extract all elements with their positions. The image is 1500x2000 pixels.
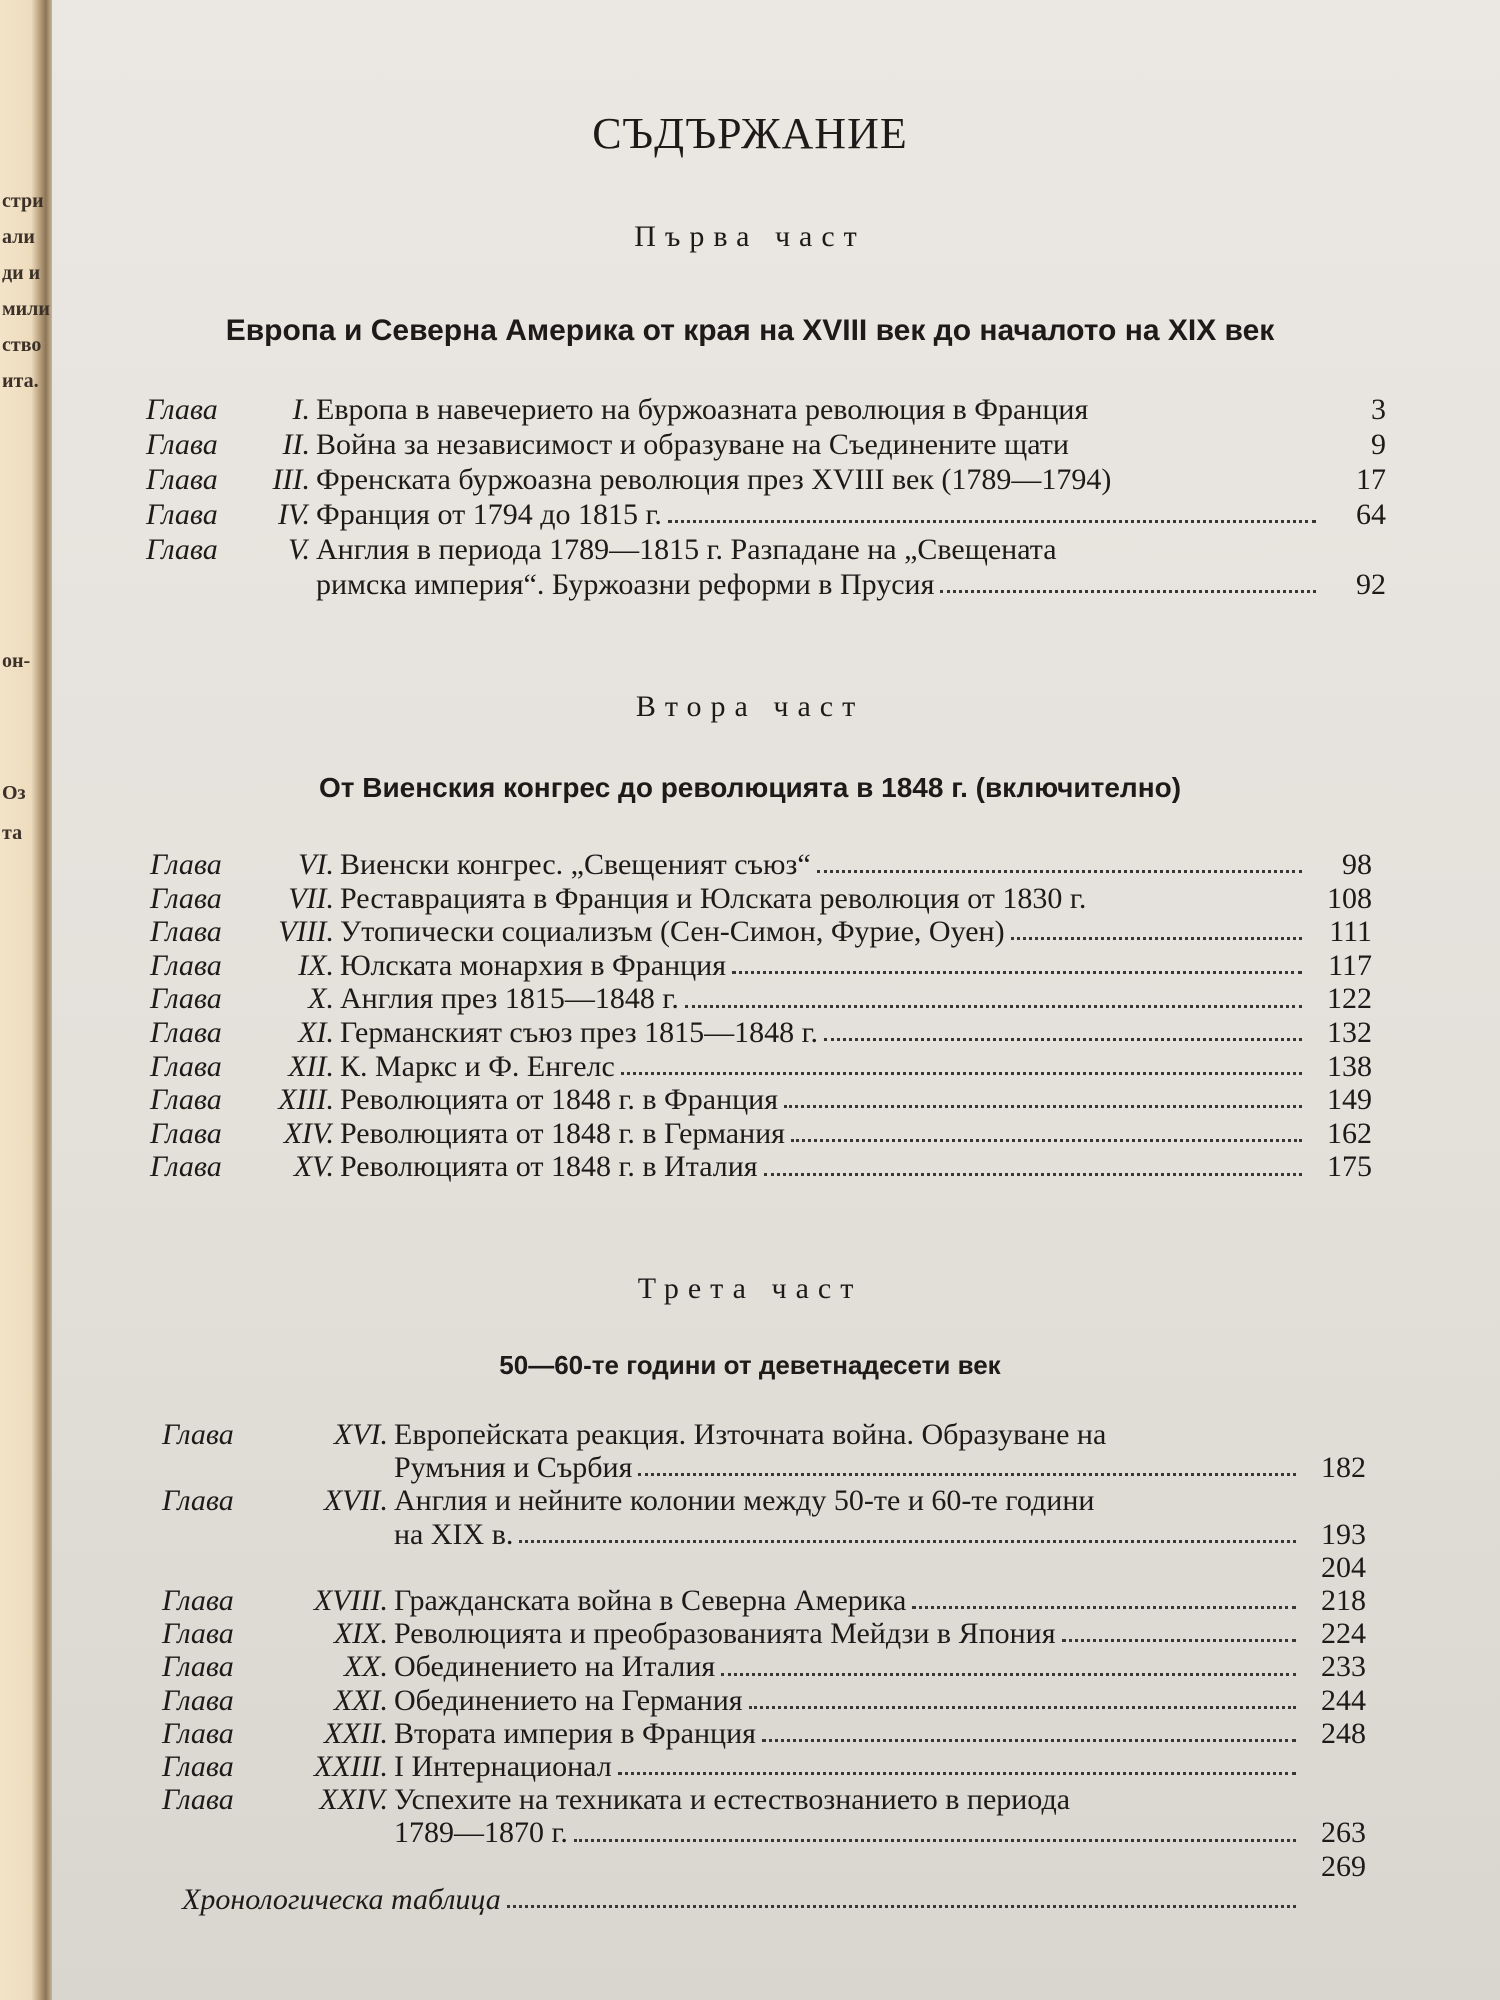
margin-fragment: ство bbox=[2, 334, 42, 356]
chapter-title-text: К. Маркс и Ф. Енгелс bbox=[340, 1049, 615, 1083]
page-number: 122 bbox=[1327, 982, 1372, 1016]
chapter-title bbox=[388, 1617, 1302, 1650]
chapter-title-line bbox=[394, 1484, 1302, 1517]
dot-leader bbox=[791, 1139, 1302, 1142]
toc-part-1 bbox=[146, 392, 1386, 602]
chapter-word: Глава bbox=[162, 1783, 234, 1817]
margin-fragment: ди и bbox=[2, 262, 41, 284]
dot-leader bbox=[824, 1038, 1302, 1041]
chapter-title-text: Успехите на техниката и естествознанието в периода bbox=[394, 1783, 1071, 1817]
toc-entry[interactable] bbox=[162, 1850, 1366, 1883]
chapter-label bbox=[150, 915, 334, 949]
chapter-word: Глава bbox=[150, 881, 222, 915]
chapter-word: Глава bbox=[150, 982, 222, 1016]
chapter-title-text: Революцията и преобразованията Мейдзи в Япония bbox=[394, 1617, 1056, 1651]
toc-entry[interactable] bbox=[162, 1584, 1366, 1617]
page-number: 98 bbox=[1342, 848, 1372, 881]
chapter-title bbox=[388, 1750, 1302, 1783]
chapter-word: Глава bbox=[150, 1049, 222, 1083]
margin-fragment: стри bbox=[2, 190, 44, 212]
chapter-title-line bbox=[316, 462, 1322, 497]
toc-entry[interactable] bbox=[150, 1150, 1372, 1184]
chapter-number: X. bbox=[308, 982, 334, 1016]
chapter-number: III. bbox=[272, 463, 310, 496]
margin-fragment: та bbox=[2, 822, 23, 844]
toc-entry[interactable] bbox=[146, 427, 1386, 462]
page-number: 111 bbox=[1329, 915, 1372, 949]
chapter-number: XVI. bbox=[333, 1418, 388, 1451]
chapter-word: Глава bbox=[150, 948, 222, 982]
dot-leader bbox=[749, 1706, 1296, 1709]
chapter-title-line bbox=[316, 427, 1322, 462]
chapter-label bbox=[146, 497, 310, 532]
dot-leader bbox=[668, 520, 1316, 523]
toc-entry-appendix[interactable] bbox=[162, 1883, 1366, 1916]
page-number: 3 bbox=[1371, 393, 1386, 426]
chapter-label bbox=[146, 392, 310, 427]
part-heading: Трета част bbox=[637, 1272, 863, 1305]
chapter-word: Глава bbox=[162, 1716, 234, 1750]
chapter-label bbox=[150, 949, 334, 983]
toc-entry[interactable] bbox=[146, 392, 1386, 427]
toc-entry[interactable] bbox=[162, 1484, 1366, 1550]
chapter-title-text: Реставрацията в Франция и Юлската революция от 1830 г. bbox=[340, 881, 1087, 915]
chapter-label bbox=[162, 1584, 388, 1617]
chapter-title-line bbox=[394, 1650, 1302, 1683]
chapter-label bbox=[150, 882, 334, 916]
chapter-title-text: Франция от 1794 до 1815 г. bbox=[316, 498, 662, 531]
chapter-number: VII. bbox=[288, 881, 334, 915]
chapter-number: XXII. bbox=[323, 1716, 388, 1750]
chapter-number: XXIII. bbox=[313, 1750, 388, 1784]
chapter-number: XV. bbox=[293, 1150, 334, 1184]
chapter-title-text: Революцията от 1848 г. в Германия bbox=[340, 1116, 785, 1150]
chapter-title bbox=[334, 848, 1308, 882]
chapter-title bbox=[310, 427, 1322, 462]
chapter-title-text: Англия през 1815—1848 г. bbox=[340, 982, 679, 1016]
chapter-word: Глава bbox=[146, 533, 218, 566]
chapter-title-line bbox=[394, 1783, 1302, 1816]
margin-fragment: Оз bbox=[2, 782, 26, 804]
chapter-title bbox=[388, 1717, 1302, 1750]
chapter-label bbox=[162, 1617, 388, 1650]
chapter-title bbox=[334, 1083, 1308, 1117]
chapter-number: XXI. bbox=[333, 1683, 388, 1717]
toc-entry[interactable] bbox=[162, 1418, 1366, 1484]
page-number: 263 bbox=[1321, 1816, 1366, 1850]
chapter-title-text: на XIX в. bbox=[394, 1517, 514, 1551]
toc-entry[interactable] bbox=[146, 532, 1386, 602]
chapter-title-text: римска империя“. Буржоазни реформи в Прусия bbox=[316, 568, 935, 601]
chapter-title bbox=[388, 1783, 1302, 1849]
part-subtitle: 50—60-те години от деветнадесети век bbox=[499, 1350, 1001, 1380]
page-number: 92 bbox=[1356, 568, 1386, 601]
chapter-title-line bbox=[394, 1584, 1302, 1617]
page-number: 248 bbox=[1321, 1716, 1366, 1750]
chapter-number: I. bbox=[292, 393, 310, 426]
toc-entry[interactable] bbox=[162, 1650, 1366, 1683]
toc-entry[interactable] bbox=[162, 1551, 1366, 1584]
chapter-title bbox=[310, 392, 1322, 427]
part-subtitle: Европа и Северна Америка от края на XVIII век до началото на XIX век bbox=[225, 314, 1275, 347]
page-number: 182 bbox=[1321, 1451, 1366, 1485]
toc-entry[interactable] bbox=[146, 462, 1386, 497]
chapter-word: Глава bbox=[162, 1584, 234, 1618]
page-number: 132 bbox=[1327, 1015, 1372, 1049]
chapter-title-line bbox=[340, 1117, 1308, 1151]
chapter-number: IX. bbox=[298, 948, 334, 982]
page-number: 108 bbox=[1327, 881, 1372, 915]
chapter-word: Глава bbox=[146, 463, 218, 496]
chapter-title bbox=[334, 1117, 1308, 1151]
chapter-number: XIV. bbox=[283, 1116, 334, 1150]
chapter-title bbox=[388, 1418, 1302, 1484]
chapter-word: Глава bbox=[150, 915, 222, 949]
chapter-title bbox=[334, 915, 1308, 949]
chapter-title bbox=[388, 1684, 1302, 1717]
chapter-word: Глава bbox=[146, 428, 218, 461]
chapter-title-text: Юлската монархия в Франция bbox=[340, 948, 727, 982]
chapter-title-line bbox=[340, 915, 1308, 949]
chapter-title-text: Англия и нейните колонии между 50-те и 60-те години bbox=[394, 1484, 1095, 1518]
chapter-title bbox=[334, 882, 1308, 916]
chapter-title-text: I Интернационал bbox=[394, 1750, 612, 1784]
toc-entry[interactable] bbox=[150, 982, 1372, 1016]
chapter-label bbox=[162, 1750, 388, 1783]
chapter-title bbox=[388, 1484, 1302, 1550]
chapter-label bbox=[146, 532, 310, 567]
chapter-title-line bbox=[316, 532, 1322, 567]
dot-leader bbox=[519, 1540, 1296, 1543]
chapter-title-text: Германският съюз през 1815—1848 г. bbox=[340, 1015, 819, 1049]
chapter-title-text: 1789—1870 г. bbox=[394, 1816, 568, 1850]
chapter-label bbox=[146, 427, 310, 462]
page-number: 117 bbox=[1328, 948, 1372, 982]
chapter-word: Глава bbox=[146, 498, 218, 531]
chapter-title-line bbox=[340, 848, 1308, 882]
chapter-title bbox=[334, 1150, 1308, 1184]
page-number: 218 bbox=[1321, 1584, 1366, 1618]
appendix-title: Хронологическа таблица bbox=[182, 1882, 501, 1916]
chapter-title-line bbox=[394, 1617, 1302, 1650]
chapter-label bbox=[162, 1418, 388, 1451]
chapter-number: XVII. bbox=[323, 1484, 388, 1518]
toc-entry[interactable] bbox=[150, 915, 1372, 949]
part-heading: Първа част bbox=[634, 220, 866, 253]
margin-fragment: он- bbox=[2, 650, 31, 672]
chapter-title-text: Обединението на Германия bbox=[394, 1683, 743, 1717]
chapter-title-text: Виенски конгрес. „Свещеният съюз“ bbox=[340, 848, 811, 881]
chapter-label bbox=[150, 1083, 334, 1117]
chapter-title bbox=[310, 532, 1322, 602]
chapter-number: VI. bbox=[298, 848, 334, 881]
chapter-title-text: Революцията от 1848 г. в Франция bbox=[340, 1083, 779, 1117]
page-number: 193 bbox=[1321, 1517, 1366, 1551]
chapter-title-line bbox=[394, 1518, 1302, 1551]
chapter-title-line bbox=[340, 1083, 1308, 1117]
page-number: 64 bbox=[1356, 498, 1386, 531]
chapter-label bbox=[150, 1050, 334, 1084]
chapter-title-text: Гражданската война в Северна Америка bbox=[394, 1584, 907, 1618]
page-number: 175 bbox=[1327, 1150, 1372, 1184]
chapter-title bbox=[334, 949, 1308, 983]
chapter-title-line bbox=[340, 882, 1308, 916]
chapter-title-line bbox=[316, 392, 1322, 427]
toc-entry[interactable] bbox=[146, 497, 1386, 532]
dot-leader bbox=[638, 1473, 1296, 1476]
chapter-label bbox=[162, 1484, 388, 1517]
page-number: 138 bbox=[1327, 1049, 1372, 1083]
chapter-title-line bbox=[340, 1150, 1308, 1184]
dot-leader bbox=[912, 1606, 1296, 1609]
dot-leader bbox=[685, 1005, 1302, 1008]
chapter-number: II. bbox=[282, 428, 310, 461]
dot-leader bbox=[1011, 937, 1302, 940]
toc-entry[interactable] bbox=[150, 882, 1372, 916]
dot-leader bbox=[721, 1673, 1296, 1676]
dot-leader bbox=[574, 1839, 1296, 1842]
chapter-title-text: Европейската реакция. Източната война. Образуване на bbox=[394, 1418, 1107, 1451]
page-number: 204 bbox=[1321, 1550, 1366, 1584]
chapter-title-text: Англия в периода 1789—1815 г. Разпадане на „Свещената bbox=[316, 533, 1057, 566]
chapter-title-line bbox=[394, 1451, 1302, 1484]
chapter-title-text: Европа в навечерието на буржоазната революция в Франция bbox=[316, 393, 1089, 426]
chapter-title-text: Война за независимост и образуване на Съединените щати bbox=[316, 428, 1069, 461]
previous-page-edge bbox=[0, 0, 52, 2000]
chapter-word: Глава bbox=[162, 1650, 234, 1684]
chapter-label bbox=[150, 848, 334, 882]
chapter-title bbox=[310, 497, 1322, 532]
dot-leader bbox=[507, 1905, 1296, 1908]
appendix-title-line bbox=[162, 1883, 1302, 1916]
chapter-title bbox=[334, 982, 1308, 1016]
chapter-label bbox=[150, 1117, 334, 1151]
chapter-number: V. bbox=[288, 533, 310, 566]
chapter-number: XI. bbox=[298, 1015, 334, 1049]
chapter-word: Глава bbox=[150, 1015, 222, 1049]
chapter-number: XVIII. bbox=[313, 1584, 388, 1618]
chapter-title bbox=[388, 1650, 1302, 1683]
dot-leader bbox=[1062, 1639, 1296, 1642]
chapter-title-text: Утопически социализъм (Сен-Симон, Фурие, Оуен) bbox=[340, 915, 1005, 949]
chapter-number: IV. bbox=[278, 498, 310, 531]
chapter-label bbox=[150, 982, 334, 1016]
chapter-label bbox=[150, 1016, 334, 1050]
page-number: 233 bbox=[1321, 1650, 1366, 1684]
toc-entry[interactable] bbox=[150, 1050, 1372, 1084]
chapter-title-text: Френската буржоазна революция през XVIII век (1789—1794) bbox=[316, 463, 1112, 496]
toc-entry[interactable] bbox=[162, 1750, 1366, 1783]
toc-entry[interactable] bbox=[162, 1617, 1366, 1650]
toc-entry[interactable] bbox=[162, 1717, 1366, 1750]
toc-entry[interactable] bbox=[150, 1016, 1372, 1050]
toc-part-3 bbox=[162, 1418, 1366, 1916]
chapter-number: XX. bbox=[343, 1650, 388, 1684]
chapter-word: Глава bbox=[162, 1418, 234, 1451]
chapter-label bbox=[162, 1684, 388, 1717]
chapter-label bbox=[146, 462, 310, 497]
chapter-title-line bbox=[394, 1750, 1302, 1783]
page-number: 244 bbox=[1321, 1683, 1366, 1717]
chapter-label bbox=[162, 1717, 388, 1750]
toc-entry[interactable] bbox=[150, 949, 1372, 983]
page-number: 162 bbox=[1327, 1116, 1372, 1150]
chapter-title-line bbox=[394, 1684, 1302, 1717]
chapter-title-line bbox=[340, 949, 1308, 983]
page-number: 9 bbox=[1371, 428, 1386, 461]
chapter-word: Глава bbox=[150, 848, 222, 881]
dot-leader bbox=[762, 1739, 1296, 1742]
chapter-title bbox=[334, 1016, 1308, 1050]
chapter-title-line bbox=[316, 497, 1322, 532]
margin-fragment: али bbox=[2, 226, 35, 248]
dot-leader bbox=[764, 1173, 1302, 1176]
toc-entry[interactable] bbox=[150, 1083, 1372, 1117]
part-subtitle: От Виенския конгрес до революцията в 1848 г. (включително) bbox=[318, 772, 1182, 803]
chapter-label bbox=[150, 1150, 334, 1184]
chapter-word: Глава bbox=[162, 1750, 234, 1784]
chapter-label bbox=[162, 1650, 388, 1683]
dot-leader bbox=[784, 1105, 1302, 1108]
part-heading: Втора част bbox=[635, 690, 865, 723]
dot-leader bbox=[817, 870, 1302, 873]
dot-leader bbox=[618, 1772, 1296, 1775]
page-title: СЪДЪРЖАНИЕ bbox=[592, 109, 908, 158]
chapter-word: Глава bbox=[150, 1116, 222, 1150]
chapter-title-line bbox=[394, 1816, 1302, 1849]
chapter-word: Глава bbox=[150, 1083, 222, 1117]
chapter-word: Глава bbox=[162, 1484, 234, 1518]
page-number: 149 bbox=[1327, 1083, 1372, 1117]
chapter-title-line bbox=[394, 1717, 1302, 1750]
margin-fragment: мили bbox=[2, 298, 50, 320]
dot-leader bbox=[940, 590, 1316, 593]
chapter-label bbox=[162, 1783, 388, 1816]
page-number: 224 bbox=[1321, 1617, 1366, 1651]
toc-entry[interactable] bbox=[162, 1783, 1366, 1849]
chapter-title-text: Втората империя в Франция bbox=[394, 1716, 756, 1750]
chapter-word: Глава bbox=[146, 393, 218, 426]
toc-entry[interactable] bbox=[150, 1117, 1372, 1151]
chapter-title-text: Обединението на Италия bbox=[394, 1650, 716, 1684]
page-number: 17 bbox=[1356, 463, 1386, 496]
chapter-title bbox=[310, 462, 1322, 497]
chapter-word: Глава bbox=[162, 1683, 234, 1717]
chapter-word: Глава bbox=[162, 1617, 234, 1651]
chapter-title-text: Румъния и Сърбия bbox=[394, 1451, 633, 1485]
chapter-number: VIII. bbox=[278, 915, 334, 949]
chapter-number: XIX. bbox=[333, 1617, 388, 1651]
chapter-number: XIII. bbox=[278, 1083, 334, 1117]
chapter-title-line bbox=[316, 567, 1322, 602]
chapter-title-line bbox=[340, 1050, 1308, 1084]
chapter-title bbox=[334, 1050, 1308, 1084]
toc-entry[interactable] bbox=[150, 848, 1372, 882]
margin-fragment: ита. bbox=[2, 370, 39, 392]
chapter-title-line bbox=[340, 1016, 1308, 1050]
chapter-title-line bbox=[340, 982, 1308, 1016]
dot-leader bbox=[732, 971, 1302, 974]
chapter-title bbox=[388, 1584, 1302, 1617]
chapter-title-line bbox=[394, 1418, 1302, 1451]
toc-entry[interactable] bbox=[162, 1684, 1366, 1717]
chapter-word: Глава bbox=[150, 1150, 222, 1184]
page-number: 269 bbox=[1321, 1849, 1366, 1883]
chapter-number: XII. bbox=[288, 1049, 334, 1083]
chapter-number: XXIV. bbox=[319, 1783, 388, 1817]
chapter-title-text: Революцията от 1848 г. в Италия bbox=[340, 1150, 758, 1184]
toc-part-2 bbox=[150, 848, 1372, 1184]
dot-leader bbox=[621, 1072, 1302, 1075]
